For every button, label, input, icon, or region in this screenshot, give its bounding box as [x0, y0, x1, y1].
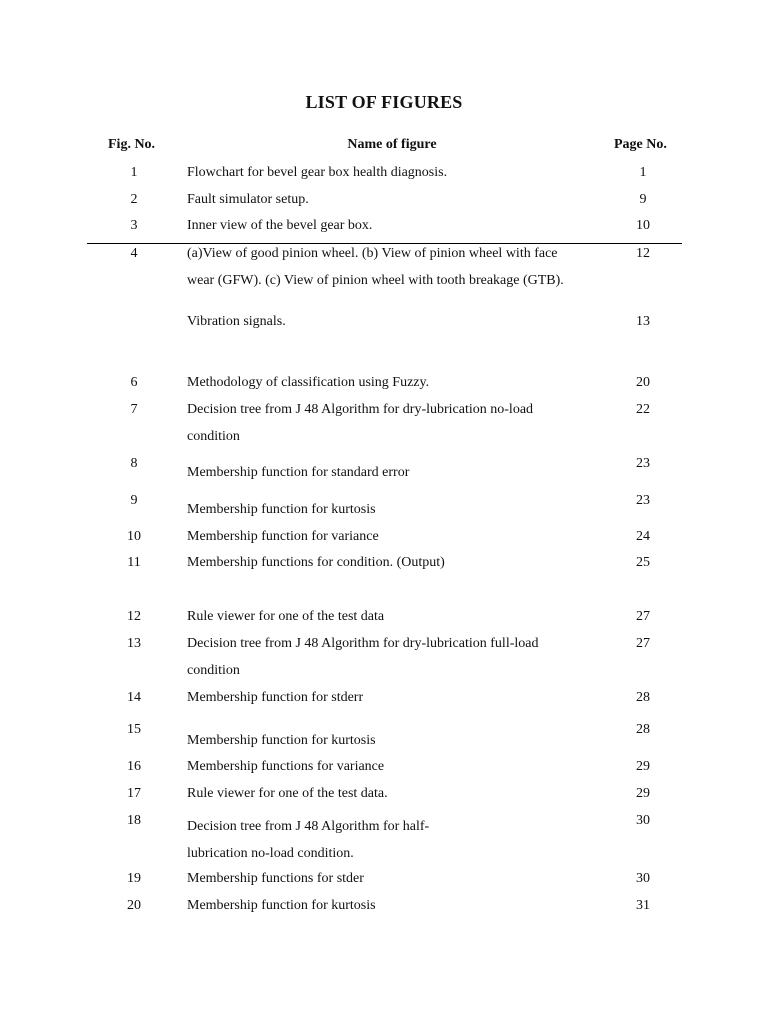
fig-page: 28: [636, 690, 650, 705]
fig-number: 12: [127, 609, 141, 624]
fig-name-line-2: lubrication no-load condition.: [187, 846, 354, 861]
page-title: LIST OF FIGURES: [305, 92, 463, 112]
fig-name: Membership functions for variance: [187, 759, 385, 774]
fig-number: 16: [127, 759, 141, 774]
fig-number: 2: [130, 192, 138, 207]
fig-name: Decision tree from J 48 Algorithm for dry-lubrication no-load condition: [187, 396, 597, 450]
fig-number: 15: [127, 722, 141, 737]
fig-name-line-2: wear (GFW). (c) View of pinion wheel with tooth breakage (GTB).: [187, 273, 564, 288]
fig-page: 1: [639, 165, 647, 180]
fig-name: Fault simulator setup.: [187, 192, 309, 207]
fig-page: 12: [636, 246, 650, 261]
fig-name: Membership function for variance: [187, 529, 379, 544]
fig-page: 20: [636, 375, 650, 390]
fig-name: Rule viewer for one of the test data.: [187, 786, 388, 801]
fig-name: Decision tree from J 48 Algorithm for half- lubrication no-load condition.: [187, 813, 597, 867]
fig-page: 23: [636, 456, 650, 471]
fig-page: 31: [636, 898, 650, 913]
fig-number: 7: [130, 402, 138, 417]
fig-number: 17: [127, 786, 141, 801]
fig-number: 3: [130, 218, 138, 233]
fig-name-line-2: condition: [187, 663, 240, 678]
fig-page: 27: [636, 609, 650, 624]
fig-number: 8: [130, 456, 138, 471]
fig-page: 24: [636, 529, 650, 544]
fig-name: Membership function for kurtosis: [187, 733, 376, 748]
fig-page: 10: [636, 218, 650, 233]
fig-name: Membership functions for condition. (Output): [187, 555, 445, 570]
fig-name: Membership function for kurtosis: [187, 898, 376, 913]
fig-name: Membership function for stderr: [187, 690, 364, 705]
fig-name: Inner view of the bevel gear box.: [187, 218, 373, 233]
header-name-of-figure: Name of figure: [347, 137, 437, 152]
fig-number: 14: [127, 690, 141, 705]
fig-number: 13: [127, 636, 141, 651]
fig-number: 9: [130, 493, 138, 508]
fig-name: (a)View of good pinion wheel. (b) View of pinion wheel with face wear (GFW). (c) View of pinion wheel with tooth breakage (GTB).: [187, 240, 597, 294]
fig-page: 30: [636, 871, 650, 886]
fig-page: 22: [636, 402, 650, 417]
fig-page: 27: [636, 636, 650, 651]
fig-name-line-2: condition: [187, 429, 240, 444]
fig-name: Vibration signals.: [187, 314, 286, 329]
fig-page: 25: [636, 555, 650, 570]
fig-page: 9: [639, 192, 647, 207]
fig-number: 1: [130, 165, 138, 180]
fig-page: 28: [636, 722, 650, 737]
fig-name: Flowchart for bevel gear box health diagnosis.: [187, 165, 448, 180]
fig-page: 23: [636, 493, 650, 508]
fig-number: 18: [127, 813, 141, 828]
header-page-no: Page No.: [614, 137, 667, 152]
fig-number: 10: [127, 529, 141, 544]
fig-name: Decision tree from J 48 Algorithm for dry-lubrication full-load condition: [187, 630, 597, 684]
fig-name: Membership function for kurtosis: [187, 502, 376, 517]
fig-number: 20: [127, 898, 141, 913]
header-fig-no: Fig. No.: [108, 137, 156, 152]
fig-page: 30: [636, 813, 650, 828]
fig-page: 29: [636, 786, 650, 801]
fig-page: 29: [636, 759, 650, 774]
fig-name: Methodology of classification using Fuzzy.: [187, 375, 430, 390]
fig-page: 13: [636, 314, 650, 329]
fig-number: 6: [130, 375, 138, 390]
fig-number: 11: [127, 555, 141, 570]
fig-number: 19: [127, 871, 141, 886]
fig-number: 4: [130, 246, 138, 261]
fig-name: Rule viewer for one of the test data: [187, 609, 385, 624]
fig-name: Membership function for standard error: [187, 465, 410, 480]
fig-name: Membership functions for stder: [187, 871, 364, 886]
